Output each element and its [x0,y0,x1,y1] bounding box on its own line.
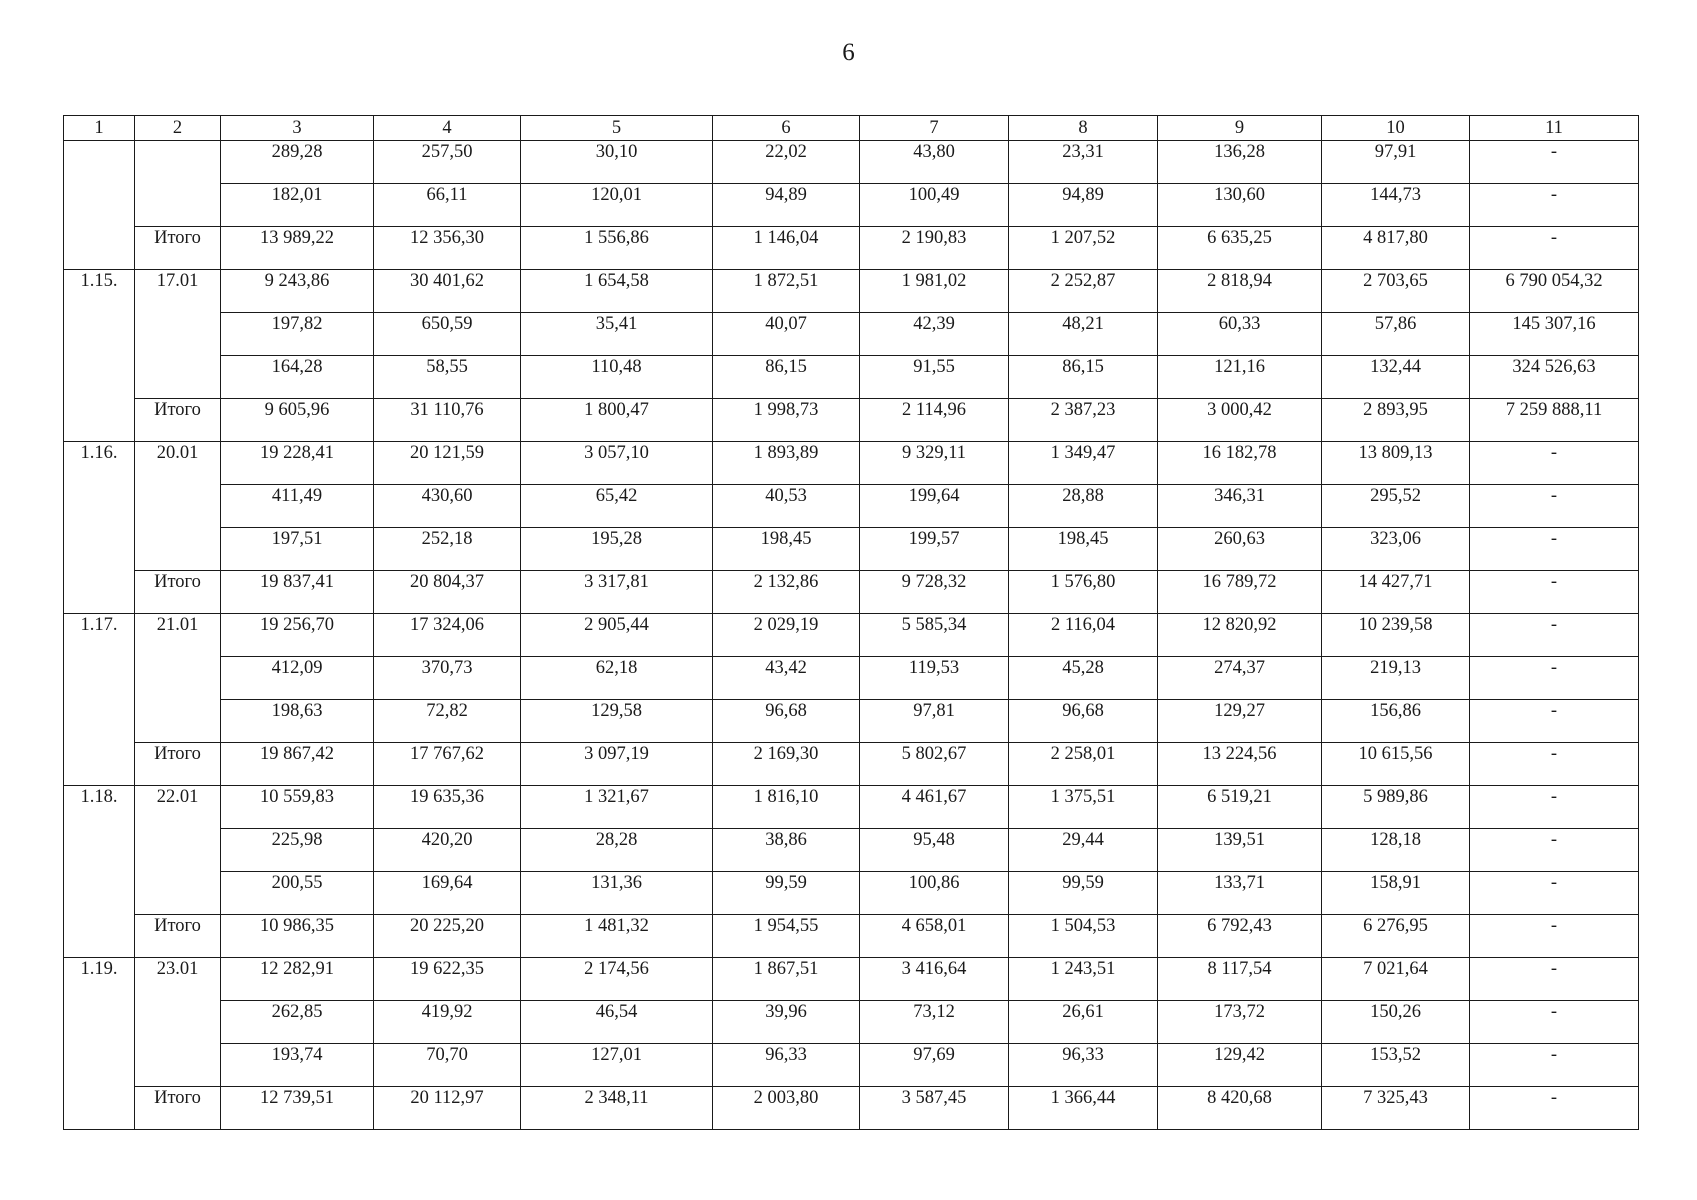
value-cell: 43,80 [860,141,1009,184]
value-cell: 19 622,35 [374,958,521,1001]
total-row [64,915,1639,958]
value-cell: 7 259 888,11 [1470,399,1639,442]
value-cell: 1 375,51 [1009,786,1158,829]
value-cell: 110,48 [521,356,713,399]
value-cell: - [1470,1001,1639,1044]
value-cell: 3 000,42 [1158,399,1322,442]
value-cell: 65,42 [521,485,713,528]
code-cell: 22.01 [135,786,221,915]
table-row [64,141,1639,184]
value-cell: 58,55 [374,356,521,399]
total-row [64,227,1639,270]
value-cell: 198,63 [221,700,374,743]
value-cell: 12 282,91 [221,958,374,1001]
value-cell: 12 820,92 [1158,614,1322,657]
code-cell: 17.01 [135,270,221,399]
value-cell: 5 802,67 [860,743,1009,786]
table-row [64,614,1639,657]
value-cell: 1 481,32 [521,915,713,958]
value-cell: 19 256,70 [221,614,374,657]
value-cell: 144,73 [1322,184,1470,227]
item-number-cell: 1.16. [64,442,135,614]
code-cell: 20.01 [135,442,221,571]
value-cell: 289,28 [221,141,374,184]
value-cell: 40,53 [713,485,860,528]
value-cell: 1 243,51 [1009,958,1158,1001]
table-row [64,786,1639,829]
value-cell: 23,31 [1009,141,1158,184]
value-cell: 131,36 [521,872,713,915]
value-cell: 129,42 [1158,1044,1322,1087]
value-cell: 8 420,68 [1158,1087,1322,1130]
value-cell: 1 349,47 [1009,442,1158,485]
value-cell: 19 837,41 [221,571,374,614]
value-cell: - [1470,485,1639,528]
value-cell: 1 816,10 [713,786,860,829]
total-label-cell: Итого [135,743,221,786]
value-cell: 96,68 [1009,700,1158,743]
total-row [64,399,1639,442]
value-cell: 35,41 [521,313,713,356]
header-row [64,116,1639,141]
value-cell: 2 114,96 [860,399,1009,442]
value-cell: 95,48 [860,829,1009,872]
value-cell: 62,18 [521,657,713,700]
value-cell: 1 576,80 [1009,571,1158,614]
value-cell: 3 587,45 [860,1087,1009,1130]
value-cell: 97,81 [860,700,1009,743]
total-row [64,571,1639,614]
value-cell: 20 112,97 [374,1087,521,1130]
table-row [64,872,1639,915]
value-cell: 45,28 [1009,657,1158,700]
table-row [64,313,1639,356]
column-number-cell: 7 [860,116,1009,141]
value-cell: - [1470,1087,1639,1130]
value-cell: - [1470,829,1639,872]
code-cell: 23.01 [135,958,221,1087]
value-cell: 6 635,25 [1158,227,1322,270]
table-body [64,116,1639,1130]
value-cell: 2 348,11 [521,1087,713,1130]
value-cell: 20 804,37 [374,571,521,614]
value-cell: 94,89 [1009,184,1158,227]
value-cell: 6 519,21 [1158,786,1322,829]
value-cell: 120,01 [521,184,713,227]
value-cell: 197,51 [221,528,374,571]
page-number: 6 [842,39,855,66]
value-cell: 200,55 [221,872,374,915]
value-cell: 195,28 [521,528,713,571]
value-cell: 43,42 [713,657,860,700]
column-number-cell: 4 [374,116,521,141]
value-cell: 16 789,72 [1158,571,1322,614]
value-cell: - [1470,442,1639,485]
value-cell: 650,59 [374,313,521,356]
value-cell: 2 132,86 [713,571,860,614]
value-cell: - [1470,528,1639,571]
value-cell: 164,28 [221,356,374,399]
value-cell: 19 867,42 [221,743,374,786]
value-cell: 169,64 [374,872,521,915]
value-cell: 94,89 [713,184,860,227]
value-cell: 4 461,67 [860,786,1009,829]
value-cell: 13 224,56 [1158,743,1322,786]
item-number-cell: 1.15. [64,270,135,442]
value-cell: - [1470,571,1639,614]
value-cell: 197,82 [221,313,374,356]
value-cell: 1 207,52 [1009,227,1158,270]
value-cell: 99,59 [1009,872,1158,915]
total-label-cell: Итого [135,1087,221,1130]
value-cell: 182,01 [221,184,374,227]
value-cell: 252,18 [374,528,521,571]
value-cell: 295,52 [1322,485,1470,528]
value-cell: 199,64 [860,485,1009,528]
value-cell: 129,27 [1158,700,1322,743]
value-cell: 19 635,36 [374,786,521,829]
value-cell: 1 872,51 [713,270,860,313]
value-cell: 2 258,01 [1009,743,1158,786]
value-cell: 430,60 [374,485,521,528]
value-cell: 257,50 [374,141,521,184]
value-cell: 26,61 [1009,1001,1158,1044]
value-cell: 173,72 [1158,1001,1322,1044]
value-cell: - [1470,1044,1639,1087]
value-cell: 198,45 [1009,528,1158,571]
column-number-cell: 5 [521,116,713,141]
total-label-cell: Итого [135,915,221,958]
value-cell: 199,57 [860,528,1009,571]
value-cell: 9 728,32 [860,571,1009,614]
table-row [64,184,1639,227]
value-cell: 57,86 [1322,313,1470,356]
value-cell: 10 615,56 [1322,743,1470,786]
value-cell: 2 116,04 [1009,614,1158,657]
table-row [64,1001,1639,1044]
value-cell: 3 416,64 [860,958,1009,1001]
value-cell: 38,86 [713,829,860,872]
code-cell [135,141,221,227]
table-row [64,528,1639,571]
column-number-cell: 10 [1322,116,1470,141]
value-cell: 10 239,58 [1322,614,1470,657]
value-cell: - [1470,657,1639,700]
value-cell: 9 243,86 [221,270,374,313]
value-cell: - [1470,915,1639,958]
value-cell: 198,45 [713,528,860,571]
value-cell: 70,70 [374,1044,521,1087]
value-cell: - [1470,786,1639,829]
value-cell: 91,55 [860,356,1009,399]
value-cell: 145 307,16 [1470,313,1639,356]
value-cell: 86,15 [713,356,860,399]
value-cell: 1 556,86 [521,227,713,270]
value-cell: 12 739,51 [221,1087,374,1130]
value-cell: 420,20 [374,829,521,872]
value-cell: 20 225,20 [374,915,521,958]
value-cell: 7 021,64 [1322,958,1470,1001]
value-cell: 6 276,95 [1322,915,1470,958]
value-cell: 100,86 [860,872,1009,915]
value-cell: 13 989,22 [221,227,374,270]
value-cell: 100,49 [860,184,1009,227]
column-number-cell: 2 [135,116,221,141]
value-cell: 156,86 [1322,700,1470,743]
value-cell: 3 317,81 [521,571,713,614]
value-cell: 17 324,06 [374,614,521,657]
value-cell: 132,44 [1322,356,1470,399]
value-cell: 219,13 [1322,657,1470,700]
value-cell: 1 998,73 [713,399,860,442]
value-cell: 158,91 [1322,872,1470,915]
value-cell: 17 767,62 [374,743,521,786]
value-cell: 153,52 [1322,1044,1470,1087]
value-cell: 1 146,04 [713,227,860,270]
value-cell: 136,28 [1158,141,1322,184]
value-cell: 99,59 [713,872,860,915]
value-cell: 86,15 [1009,356,1158,399]
value-cell: 73,12 [860,1001,1009,1044]
table-row [64,958,1639,1001]
value-cell: 2 818,94 [1158,270,1322,313]
value-cell: 411,49 [221,485,374,528]
value-cell: 5 585,34 [860,614,1009,657]
value-cell: 96,33 [1009,1044,1158,1087]
value-cell: 139,51 [1158,829,1322,872]
value-cell: 119,53 [860,657,1009,700]
value-cell: 48,21 [1009,313,1158,356]
item-number-cell: 1.19. [64,958,135,1130]
value-cell: 97,91 [1322,141,1470,184]
total-label-cell: Итого [135,227,221,270]
value-cell: 96,68 [713,700,860,743]
value-cell: 8 117,54 [1158,958,1322,1001]
value-cell: 2 387,23 [1009,399,1158,442]
value-cell: 150,26 [1322,1001,1470,1044]
value-cell: - [1470,872,1639,915]
data-table [63,115,1639,1130]
total-row [64,1087,1639,1130]
value-cell: 72,82 [374,700,521,743]
value-cell: 42,39 [860,313,1009,356]
value-cell: 1 867,51 [713,958,860,1001]
table-row [64,657,1639,700]
column-number-cell: 8 [1009,116,1158,141]
value-cell: 121,16 [1158,356,1322,399]
value-cell: 46,54 [521,1001,713,1044]
value-cell: 1 654,58 [521,270,713,313]
value-cell: 28,28 [521,829,713,872]
value-cell: 274,37 [1158,657,1322,700]
value-cell: - [1470,700,1639,743]
value-cell: 97,69 [860,1044,1009,1087]
value-cell: 31 110,76 [374,399,521,442]
value-cell: 346,31 [1158,485,1322,528]
item-number-cell: 1.18. [64,786,135,958]
value-cell: 30,10 [521,141,713,184]
total-label-cell: Итого [135,399,221,442]
value-cell: 6 790 054,32 [1470,270,1639,313]
value-cell: 2 893,95 [1322,399,1470,442]
value-cell: 30 401,62 [374,270,521,313]
value-cell: 370,73 [374,657,521,700]
value-cell: 1 366,44 [1009,1087,1158,1130]
value-cell: 2 703,65 [1322,270,1470,313]
value-cell: 1 504,53 [1009,915,1158,958]
value-cell: 2 174,56 [521,958,713,1001]
value-cell: 4 658,01 [860,915,1009,958]
table-row [64,700,1639,743]
value-cell: 2 029,19 [713,614,860,657]
value-cell: 6 792,43 [1158,915,1322,958]
value-cell: 129,58 [521,700,713,743]
value-cell: 5 989,86 [1322,786,1470,829]
value-cell: 19 228,41 [221,442,374,485]
value-cell: 7 325,43 [1322,1087,1470,1130]
total-row [64,743,1639,786]
value-cell: - [1470,743,1639,786]
item-number-cell [64,141,135,270]
value-cell: 260,63 [1158,528,1322,571]
value-cell: 9 329,11 [860,442,1009,485]
table-row [64,270,1639,313]
value-cell: 419,92 [374,1001,521,1044]
value-cell: - [1470,958,1639,1001]
value-cell: 3 097,19 [521,743,713,786]
column-number-cell: 1 [64,116,135,141]
value-cell: 40,07 [713,313,860,356]
table-row [64,829,1639,872]
value-cell: 20 121,59 [374,442,521,485]
value-cell: 12 356,30 [374,227,521,270]
value-cell: 2 190,83 [860,227,1009,270]
code-cell: 21.01 [135,614,221,743]
value-cell: 2 003,80 [713,1087,860,1130]
value-cell: 1 321,67 [521,786,713,829]
value-cell: 1 954,55 [713,915,860,958]
value-cell: - [1470,141,1639,184]
value-cell: 13 809,13 [1322,442,1470,485]
column-number-cell: 11 [1470,116,1639,141]
table-row [64,1044,1639,1087]
value-cell: 60,33 [1158,313,1322,356]
value-cell: 22,02 [713,141,860,184]
value-cell: 323,06 [1322,528,1470,571]
value-cell: 127,01 [521,1044,713,1087]
value-cell: 66,11 [374,184,521,227]
value-cell: - [1470,184,1639,227]
value-cell: 2 252,87 [1009,270,1158,313]
column-number-cell: 3 [221,116,374,141]
value-cell: 133,71 [1158,872,1322,915]
column-number-cell: 6 [713,116,860,141]
value-cell: 16 182,78 [1158,442,1322,485]
value-cell: 1 800,47 [521,399,713,442]
value-cell: 3 057,10 [521,442,713,485]
value-cell: 10 986,35 [221,915,374,958]
value-cell: - [1470,614,1639,657]
value-cell: 4 817,80 [1322,227,1470,270]
value-cell: 193,74 [221,1044,374,1087]
value-cell: 324 526,63 [1470,356,1639,399]
item-number-cell: 1.17. [64,614,135,786]
value-cell: 28,88 [1009,485,1158,528]
value-cell: 1 893,89 [713,442,860,485]
value-cell: 130,60 [1158,184,1322,227]
value-cell: 9 605,96 [221,399,374,442]
value-cell: 128,18 [1322,829,1470,872]
column-number-cell: 9 [1158,116,1322,141]
value-cell: 39,96 [713,1001,860,1044]
value-cell: 29,44 [1009,829,1158,872]
value-cell: 2 905,44 [521,614,713,657]
value-cell: 10 559,83 [221,786,374,829]
value-cell: 225,98 [221,829,374,872]
value-cell: 2 169,30 [713,743,860,786]
table-row [64,356,1639,399]
value-cell: 1 981,02 [860,270,1009,313]
table-row [64,442,1639,485]
value-cell: 412,09 [221,657,374,700]
value-cell: 96,33 [713,1044,860,1087]
value-cell: - [1470,227,1639,270]
value-cell: 14 427,71 [1322,571,1470,614]
value-cell: 262,85 [221,1001,374,1044]
table-row [64,485,1639,528]
total-label-cell: Итого [135,571,221,614]
